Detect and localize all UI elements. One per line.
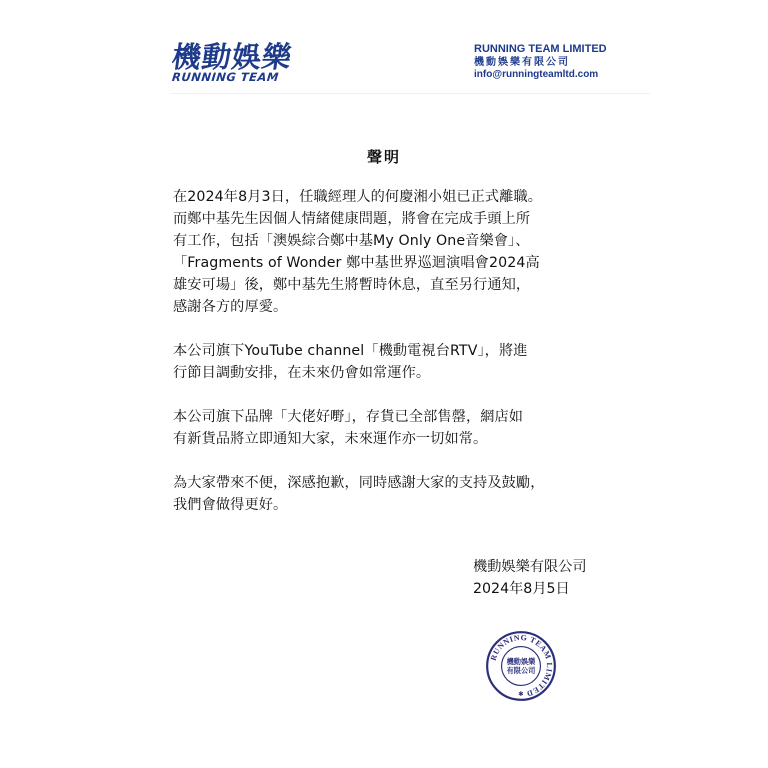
body-line: 「Fragments of Wonder 鄭中基世界巡迴演唱會2024高 [173,255,540,271]
body-line: 雄安可場」後，鄭中基先生將暫時休息，直至另行通知， [173,277,531,293]
company-logo [169,40,308,84]
svg-text:✱: ✱ [518,690,524,699]
body-line: 感謝各方的厚愛。 [173,299,288,315]
body-line: 行節目調動安排，在未來仍會如常運作。 [173,365,431,381]
company-name-cn: 機動娛樂有限公司 [474,57,570,68]
company-info [474,42,624,81]
logo-chinese: 機動娛樂 [169,40,295,74]
seal-center-line1: 機動娛樂 [506,656,536,666]
body-line: 本公司旗下YouTube channel「機動電視台RTV」，將進 [173,343,528,359]
signature-block [473,556,587,600]
company-name-en: RUNNING TEAM LIMITED [474,43,607,55]
paragraph-gap [173,318,613,340]
seal-ring-text: RUNNING TEAM LIMITED [488,632,554,699]
body-line: 有工作，包括「澳娛綜合鄭中基My Only One音樂會」、 [173,233,530,249]
paragraph-gap [173,384,613,406]
statement-body [173,186,613,516]
header-divider [170,93,650,94]
statement-title: 聲明 [366,148,401,166]
paragraph-gap [173,450,613,472]
company-email: info@runningteamltd.com [474,69,599,80]
signature-date: 2024年8月5日 [473,581,570,597]
body-line: 在2024年8月3日，任職經理人的何慶湘小姐已正式離職。 [173,189,543,205]
seal-center-line2: 有限公司 [506,666,536,676]
body-line: 為大家帶來不便，深感抱歉，同時感謝大家的支持及鼓勵， [173,475,545,491]
logo-english: RUNNING TEAM [171,70,280,84]
body-line: 本公司旗下品牌「大佬好嘢」，存貨已全部售罄，網店如 [173,409,524,425]
body-line: 而鄭中基先生因個人情緒健康問題，將會在完成手頭上所 [173,211,531,227]
body-line: 有新貨品將立即通知大家，未來運作亦一切如常。 [173,431,488,447]
body-line: 我們會做得更好。 [173,497,288,513]
signature-company: 機動娛樂有限公司 [473,559,587,575]
company-seal-icon [485,630,557,702]
